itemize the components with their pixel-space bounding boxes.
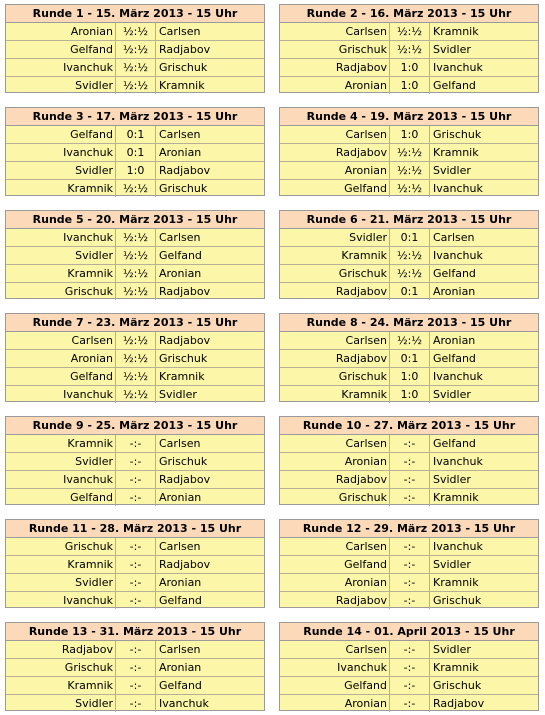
round-table xyxy=(5,519,265,608)
black-player: Kramnik xyxy=(433,576,479,589)
game-row xyxy=(280,471,538,489)
black-player: Aronian xyxy=(433,285,476,298)
game-row xyxy=(280,435,538,453)
black-player: Aronian xyxy=(159,661,202,674)
game-row xyxy=(6,677,264,695)
game-result: 1:0 xyxy=(390,368,430,385)
round-title: Runde 1 - 15. März 2013 - 15 Uhr xyxy=(6,5,264,23)
game-row xyxy=(280,162,538,180)
white-player: Ivanchuk xyxy=(280,659,390,676)
game-result: -:- xyxy=(116,453,156,470)
game-result: -:- xyxy=(116,556,156,573)
game-result: ½:½ xyxy=(116,247,156,264)
game-result: -:- xyxy=(116,677,156,694)
black-player: Svidler xyxy=(159,388,197,401)
white-player: Aronian xyxy=(6,23,116,40)
game-row xyxy=(280,144,538,162)
white-player: Aronian xyxy=(280,574,390,591)
game-result: ½:½ xyxy=(116,23,156,40)
white-player: Radjabov xyxy=(280,350,390,367)
black-player: Svidler xyxy=(433,164,471,177)
white-player: Radjabov xyxy=(280,144,390,161)
black-player: Carlsen xyxy=(433,231,475,244)
black-player: Carlsen xyxy=(159,540,201,553)
black-player: Carlsen xyxy=(159,25,201,38)
white-player: Gelfand xyxy=(6,368,116,385)
game-row xyxy=(280,641,538,659)
game-result: ½:½ xyxy=(116,332,156,349)
white-player: Carlsen xyxy=(280,435,390,452)
game-row xyxy=(6,453,264,471)
game-row xyxy=(6,144,264,162)
game-row xyxy=(6,126,264,144)
black-player: Kramnik xyxy=(433,491,479,504)
black-player: Kramnik xyxy=(433,661,479,674)
round-table xyxy=(5,313,265,402)
white-player: Svidler xyxy=(6,247,116,264)
game-row xyxy=(6,489,264,506)
game-row xyxy=(6,641,264,659)
game-result: ½:½ xyxy=(116,350,156,367)
round-table xyxy=(279,313,539,402)
black-player: Kramnik xyxy=(159,370,205,383)
game-row xyxy=(6,471,264,489)
game-row xyxy=(6,592,264,609)
game-result: -:- xyxy=(116,471,156,488)
round-title: Runde 4 - 19. März 2013 - 15 Uhr xyxy=(280,108,538,126)
white-player: Svidler xyxy=(280,229,390,246)
game-result: -:- xyxy=(116,489,156,506)
game-result: 0:1 xyxy=(390,283,430,300)
game-result: 1:0 xyxy=(116,162,156,179)
game-row xyxy=(6,229,264,247)
white-player: Ivanchuk xyxy=(6,229,116,246)
round-title: Runde 10 - 27. März 2013 - 15 Uhr xyxy=(280,417,538,435)
game-row xyxy=(280,592,538,609)
game-row xyxy=(6,41,264,59)
black-player: Ivanchuk xyxy=(433,61,483,74)
white-player: Grischuk xyxy=(280,489,390,506)
game-row xyxy=(280,350,538,368)
game-row xyxy=(6,332,264,350)
black-player: Carlsen xyxy=(159,437,201,450)
game-result: -:- xyxy=(116,538,156,555)
game-result: -:- xyxy=(390,695,430,712)
white-player: Grischuk xyxy=(280,265,390,282)
white-player: Grischuk xyxy=(280,41,390,58)
white-player: Ivanchuk xyxy=(6,471,116,488)
round-table xyxy=(279,622,539,711)
black-player: Radjabov xyxy=(433,697,485,710)
round-table xyxy=(279,107,539,196)
game-result: ½:½ xyxy=(116,41,156,58)
game-result: ½:½ xyxy=(390,144,430,161)
white-player: Kramnik xyxy=(6,265,116,282)
game-result: -:- xyxy=(116,435,156,452)
round-table xyxy=(5,107,265,196)
game-row xyxy=(280,41,538,59)
game-result: ½:½ xyxy=(390,247,430,264)
game-result: 0:1 xyxy=(116,126,156,143)
round-title: Runde 9 - 25. März 2013 - 15 Uhr xyxy=(6,417,264,435)
game-result: 1:0 xyxy=(390,77,430,94)
round-title: Runde 6 - 21. März 2013 - 15 Uhr xyxy=(280,211,538,229)
game-row xyxy=(6,368,264,386)
white-player: Ivanchuk xyxy=(6,144,116,161)
game-row xyxy=(280,677,538,695)
white-player: Ivanchuk xyxy=(6,59,116,76)
game-result: -:- xyxy=(390,471,430,488)
black-player: Gelfand xyxy=(159,249,202,262)
white-player: Kramnik xyxy=(6,435,116,452)
game-result: ½:½ xyxy=(116,59,156,76)
game-result: ½:½ xyxy=(390,265,430,282)
black-player: Gelfand xyxy=(433,437,476,450)
game-row xyxy=(6,574,264,592)
game-row xyxy=(280,386,538,403)
black-player: Ivanchuk xyxy=(433,370,483,383)
black-player: Ivanchuk xyxy=(433,455,483,468)
game-result: ½:½ xyxy=(390,332,430,349)
black-player: Grischuk xyxy=(433,679,482,692)
round-title: Runde 14 - 01. April 2013 - 15 Uhr xyxy=(280,623,538,641)
white-player: Svidler xyxy=(6,162,116,179)
game-result: ½:½ xyxy=(116,283,156,300)
round-table xyxy=(5,416,265,505)
game-row xyxy=(280,229,538,247)
round-title: Runde 5 - 20. März 2013 - 15 Uhr xyxy=(6,211,264,229)
game-result: ½:½ xyxy=(116,229,156,246)
black-player: Gelfand xyxy=(433,267,476,280)
game-row xyxy=(6,180,264,197)
game-result: -:- xyxy=(390,435,430,452)
white-player: Carlsen xyxy=(6,332,116,349)
game-row xyxy=(280,283,538,300)
white-player: Carlsen xyxy=(280,126,390,143)
game-result: -:- xyxy=(390,574,430,591)
black-player: Grischuk xyxy=(433,128,482,141)
white-player: Ivanchuk xyxy=(6,386,116,403)
white-player: Radjabov xyxy=(6,641,116,658)
black-player: Radjabov xyxy=(159,334,211,347)
game-row xyxy=(280,453,538,471)
game-result: -:- xyxy=(116,659,156,676)
white-player: Kramnik xyxy=(280,386,390,403)
game-row xyxy=(280,77,538,94)
round-title: Runde 11 - 28. März 2013 - 15 Uhr xyxy=(6,520,264,538)
game-row xyxy=(6,695,264,712)
black-player: Ivanchuk xyxy=(433,249,483,262)
black-player: Grischuk xyxy=(159,455,208,468)
game-row xyxy=(280,538,538,556)
white-player: Grischuk xyxy=(6,659,116,676)
game-row xyxy=(280,265,538,283)
game-row xyxy=(280,180,538,197)
black-player: Carlsen xyxy=(159,128,201,141)
round-table xyxy=(5,622,265,711)
game-result: ½:½ xyxy=(116,386,156,403)
black-player: Svidler xyxy=(433,473,471,486)
game-result: ½:½ xyxy=(390,162,430,179)
round-title: Runde 2 - 16. März 2013 - 15 Uhr xyxy=(280,5,538,23)
white-player: Gelfand xyxy=(280,556,390,573)
white-player: Kramnik xyxy=(6,180,116,197)
white-player: Aronian xyxy=(280,453,390,470)
game-row xyxy=(280,556,538,574)
game-result: -:- xyxy=(390,641,430,658)
black-player: Radjabov xyxy=(159,473,211,486)
white-player: Svidler xyxy=(6,453,116,470)
black-player: Aronian xyxy=(433,334,476,347)
game-row xyxy=(6,247,264,265)
black-player: Grischuk xyxy=(159,352,208,365)
game-row xyxy=(280,23,538,41)
white-player: Grischuk xyxy=(6,538,116,555)
black-player: Gelfand xyxy=(433,352,476,365)
round-table xyxy=(279,210,539,299)
game-result: 1:0 xyxy=(390,126,430,143)
white-player: Kramnik xyxy=(6,677,116,694)
black-player: Radjabov xyxy=(159,43,211,56)
white-player: Kramnik xyxy=(6,556,116,573)
white-player: Gelfand xyxy=(6,126,116,143)
black-player: Radjabov xyxy=(159,164,211,177)
game-result: ½:½ xyxy=(116,77,156,94)
round-title: Runde 13 - 31. März 2013 - 15 Uhr xyxy=(6,623,264,641)
white-player: Carlsen xyxy=(280,332,390,349)
round-table xyxy=(279,416,539,505)
game-row xyxy=(6,265,264,283)
game-row xyxy=(6,435,264,453)
black-player: Carlsen xyxy=(159,231,201,244)
white-player: Gelfand xyxy=(6,489,116,506)
black-player: Svidler xyxy=(433,558,471,571)
white-player: Aronian xyxy=(6,350,116,367)
black-player: Svidler xyxy=(433,43,471,56)
white-player: Carlsen xyxy=(280,641,390,658)
black-player: Kramnik xyxy=(433,146,479,159)
black-player: Svidler xyxy=(433,388,471,401)
black-player: Aronian xyxy=(159,491,202,504)
white-player: Ivanchuk xyxy=(6,592,116,609)
black-player: Aronian xyxy=(159,267,202,280)
game-row xyxy=(280,59,538,77)
black-player: Kramnik xyxy=(159,79,205,92)
game-result: 0:1 xyxy=(390,350,430,367)
game-result: ½:½ xyxy=(116,180,156,197)
game-result: 1:0 xyxy=(390,386,430,403)
game-result: -:- xyxy=(390,453,430,470)
game-result: ½:½ xyxy=(390,180,430,197)
game-result: 0:1 xyxy=(116,144,156,161)
black-player: Ivanchuk xyxy=(433,540,483,553)
game-result: -:- xyxy=(390,592,430,609)
round-table xyxy=(5,210,265,299)
black-player: Radjabov xyxy=(159,285,211,298)
game-row xyxy=(6,556,264,574)
round-title: Runde 3 - 17. März 2013 - 15 Uhr xyxy=(6,108,264,126)
white-player: Gelfand xyxy=(280,180,390,197)
black-player: Aronian xyxy=(159,576,202,589)
game-row xyxy=(280,574,538,592)
game-row xyxy=(6,386,264,403)
white-player: Grischuk xyxy=(6,283,116,300)
game-result: -:- xyxy=(390,489,430,506)
game-result: ½:½ xyxy=(390,41,430,58)
game-row xyxy=(280,126,538,144)
black-player: Svidler xyxy=(433,643,471,656)
white-player: Radjabov xyxy=(280,59,390,76)
game-row xyxy=(280,489,538,506)
game-result: -:- xyxy=(390,659,430,676)
white-player: Svidler xyxy=(6,77,116,94)
black-player: Aronian xyxy=(159,146,202,159)
game-row xyxy=(6,23,264,41)
round-table xyxy=(5,4,265,93)
game-result: 1:0 xyxy=(390,59,430,76)
round-title: Runde 7 - 23. März 2013 - 15 Uhr xyxy=(6,314,264,332)
round-title: Runde 8 - 24. März 2013 - 15 Uhr xyxy=(280,314,538,332)
game-result: ½:½ xyxy=(116,265,156,282)
black-player: Kramnik xyxy=(433,25,479,38)
black-player: Gelfand xyxy=(159,679,202,692)
game-row xyxy=(280,368,538,386)
white-player: Kramnik xyxy=(280,247,390,264)
game-row xyxy=(280,695,538,712)
game-row xyxy=(6,162,264,180)
black-player: Carlsen xyxy=(159,643,201,656)
black-player: Radjabov xyxy=(159,558,211,571)
white-player: Gelfand xyxy=(280,677,390,694)
white-player: Aronian xyxy=(280,77,390,94)
game-row xyxy=(6,659,264,677)
black-player: Ivanchuk xyxy=(433,182,483,195)
white-player: Radjabov xyxy=(280,592,390,609)
black-player: Grischuk xyxy=(159,182,208,195)
game-row xyxy=(6,538,264,556)
black-player: Grischuk xyxy=(159,61,208,74)
game-row xyxy=(280,332,538,350)
black-player: Grischuk xyxy=(433,594,482,607)
game-result: -:- xyxy=(116,641,156,658)
game-result: -:- xyxy=(116,592,156,609)
game-row xyxy=(280,247,538,265)
round-table xyxy=(279,4,539,93)
game-row xyxy=(6,350,264,368)
white-player: Gelfand xyxy=(6,41,116,58)
black-player: Gelfand xyxy=(159,594,202,607)
white-player: Grischuk xyxy=(280,368,390,385)
game-row xyxy=(280,659,538,677)
game-result: -:- xyxy=(390,556,430,573)
white-player: Radjabov xyxy=(280,471,390,488)
white-player: Radjabov xyxy=(280,283,390,300)
white-player: Svidler xyxy=(6,574,116,591)
white-player: Carlsen xyxy=(280,538,390,555)
round-title: Runde 12 - 29. März 2013 - 15 Uhr xyxy=(280,520,538,538)
game-row xyxy=(6,283,264,300)
black-player: Gelfand xyxy=(433,79,476,92)
white-player: Aronian xyxy=(280,162,390,179)
game-row xyxy=(6,77,264,94)
white-player: Svidler xyxy=(6,695,116,712)
game-result: -:- xyxy=(116,695,156,712)
round-table xyxy=(279,519,539,608)
game-row xyxy=(6,59,264,77)
game-result: ½:½ xyxy=(390,23,430,40)
white-player: Carlsen xyxy=(280,23,390,40)
white-player: Aronian xyxy=(280,695,390,712)
black-player: Ivanchuk xyxy=(159,697,209,710)
game-result: 0:1 xyxy=(390,229,430,246)
game-result: ½:½ xyxy=(116,368,156,385)
game-result: -:- xyxy=(116,574,156,591)
game-result: -:- xyxy=(390,677,430,694)
game-result: -:- xyxy=(390,538,430,555)
